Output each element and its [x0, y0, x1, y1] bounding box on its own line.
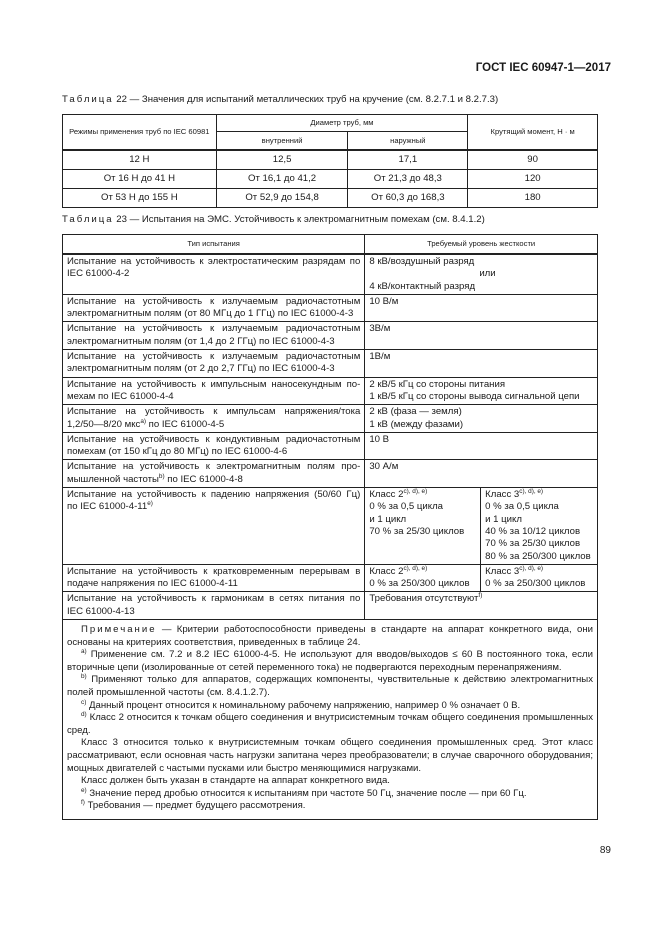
table23-caption [62, 214, 485, 225]
table-row [63, 488, 598, 565]
level-line: 1 кВ/5 кГц со стороны вывода сигнальной цепи [369, 390, 580, 402]
footnote-a [67, 649, 593, 674]
table-row [63, 150, 598, 170]
test-text: 1,2/50—8/20 мкс [67, 418, 141, 430]
table23-level-cell [365, 377, 598, 405]
class-title [485, 566, 593, 578]
table23-note [63, 620, 598, 820]
table23-class2-cell [365, 564, 481, 592]
table22-caption-label: Таблица [62, 94, 114, 105]
class-label: Класс 3 [485, 565, 520, 577]
test-text: по IEC 61000-4-11 [67, 501, 148, 513]
table-row [63, 170, 598, 189]
table23-header-level: Требуемый уровень жесткости [365, 235, 598, 255]
level-line: 40 % за 10/12 циклов [485, 525, 581, 537]
table-note-row [63, 620, 598, 820]
table-row [63, 350, 598, 378]
table23-level-cell: 10 В [365, 432, 598, 460]
level-line: 2 кВ/5 кГц со стороны питания [369, 378, 506, 390]
level-line: 8 кВ/воздушный разряд [369, 256, 475, 267]
table-23 [62, 234, 598, 820]
table-row [63, 294, 598, 322]
footnote-ref: c), d), e) [519, 564, 544, 572]
footnote-ref: c), d), e) [519, 488, 544, 496]
table23-caption-text: — Испытания на ЭМС. Устойчивость к электромагнитным помехам (см. 8.4.1.2) [129, 214, 485, 225]
level-line: 2 кВ (фаза — земля) [369, 406, 462, 418]
footnote-f [67, 800, 593, 813]
note-intro [67, 624, 593, 649]
table-row [63, 460, 598, 488]
table23-test-cell [63, 254, 365, 294]
table23-level-cell [365, 254, 598, 294]
table22-cell-mode: 12 Н [63, 150, 217, 170]
note-class-std: Класс должен быть указан в стандарте на аппарат конкретного вида. [81, 775, 390, 787]
table22-header-diameter: Диаметр труб, мм [216, 115, 468, 132]
test-line: Испытание на устойчивость к электромагнитным полям про- [67, 461, 361, 473]
level-line: и 1 цикл [369, 513, 407, 525]
table-row [63, 564, 598, 592]
table23-class3-cell [481, 488, 598, 565]
table22-cell-outer: От 60,3 до 168,3 [348, 189, 468, 208]
table23-test-cell [63, 322, 365, 350]
footnote-ref: b) [158, 472, 165, 480]
class-title [485, 489, 593, 501]
test-line: мехам по IEC 61000-4-4 [67, 390, 174, 402]
table-row [63, 254, 598, 294]
table23-level-cell [365, 592, 598, 620]
test-line: Испытание на устойчивость к падению напряжения (50/60 Гц) [67, 489, 361, 501]
level-line: 1 кВ (между фазами) [369, 418, 464, 430]
table22-cell-torque: 90 [468, 150, 598, 170]
level-line: и 1 цикл [485, 513, 522, 525]
test-text: мышленной частоты [67, 473, 159, 485]
table-22 [62, 114, 598, 208]
page-number: 89 [599, 845, 611, 856]
table23-test-cell [63, 350, 365, 378]
class-label: Класс 3 [485, 489, 520, 501]
level-line: 0 % за 0,5 цикла [485, 501, 559, 513]
table22-cell-mode: От 16 Н до 41 Н [63, 170, 217, 189]
footnote-ref: c), d), e) [403, 488, 428, 496]
test-line [67, 419, 360, 431]
test-line: Испытание на устойчивость к излучаемым радиочастотным [67, 295, 361, 307]
table23-caption-num: 23 [116, 214, 127, 225]
table22-caption-text: — Значения для испытаний металлических труб на кручение (см. 8.2.7.1 и 8.2.7.3) [129, 94, 499, 105]
level-text: Требования отсутствуют [369, 593, 479, 605]
test-line [67, 501, 360, 513]
note-class3: Класс 3 относится только к внутрисистемным точкам общего соединения промышленных сред. Этот класс рассматривают, если основная часть нагрузки запитана через преобразователи; в случае сварочного оборудования; мощных двигателей с частыми пусками или быстро меняющимися нагрузками. [67, 737, 593, 774]
table22-header-inner: внутренний [216, 132, 348, 150]
table23-header-test: Тип испытания [63, 235, 365, 255]
table23-level-cell: 1В/м [365, 350, 598, 378]
footnote-mark: b) [81, 673, 87, 681]
test-line: подаче напряжения по IEC 61000-4-11 [67, 578, 238, 590]
test-text: по IEC 61000-4-8 [164, 473, 243, 485]
footnote-text: Значение перед дробью относится к испытаниям при частоте 50 Гц, значение после — при 60 Гц. [86, 787, 527, 799]
footnote-ref: a) [140, 417, 146, 425]
table22-header-torque: Крутящий момент, Н · м [468, 115, 598, 151]
test-line: электромагнитным полям (от 2 до 2,7 ГГц) по IEC 61000-4-3 [67, 363, 335, 375]
level-line: 0 % за 250/300 циклов [485, 578, 586, 590]
footnote-e [67, 788, 593, 801]
test-line: Испытание на устойчивость к импульсам напряжения/тока [67, 406, 361, 418]
level-line: 0 % за 250/300 циклов [369, 578, 470, 590]
test-line: Испытание на устойчивость к электростатическим разрядам по [67, 256, 361, 267]
table22-cell-inner: От 16,1 до 41,2 [216, 170, 348, 189]
level-line: 70 % за 25/30 циклов [485, 538, 581, 550]
table23-test-cell [63, 460, 365, 488]
table22-caption-num: 22 [116, 94, 127, 105]
footnote-text: Применение см. 7.2 и 8.2 IEC 61000-4-5. Не используют для вводов/выходов ≤ 60 В постоянного тока, если вторичные цепи (изолированные от сетей переменного тока) не подвергаются переходным перенапряжениям. [67, 649, 593, 673]
test-line: электромагнитным полям (от 1,4 до 2 ГГц) по IEC 61000-4-3 [67, 335, 335, 347]
table22-cell-inner: 12,5 [216, 150, 348, 170]
table23-test-cell [63, 405, 365, 433]
note-text: — Критерии работоспособности приведены в стандарте на аппарат конкретного вида, они основаны на критериях соответствия, приведенных в таблице 24. [67, 624, 593, 648]
test-line: электромагнитным полям (от 80 МГц до 1 ГГц) по IEC 61000-4-3 [67, 308, 354, 320]
level-line: или [479, 268, 496, 280]
footnote-ref: f) [478, 592, 483, 600]
footnote-ref: e) [147, 500, 153, 508]
test-line: IEC 61000-4-2 [67, 268, 130, 280]
table22-cell-torque: 120 [468, 170, 598, 189]
table23-level-cell: 30 А/м [365, 460, 598, 488]
standard-header: ГОСТ IEC 60947-1—2017 [475, 62, 611, 74]
footnote-text: Требования — предмет будущего рассмотрения. [84, 800, 306, 812]
table22-caption [62, 94, 498, 105]
footnote-mark: e) [81, 786, 87, 794]
table22-cell-inner: От 52,9 до 154,8 [216, 189, 348, 208]
table23-test-cell [63, 564, 365, 592]
footnote-ref: c), d), e) [403, 564, 428, 572]
test-line: Испытание на устойчивость к импульсным наносекундным по- [67, 378, 361, 390]
test-line: Испытание на устойчивость к излучаемым радиочастотным [67, 351, 361, 363]
table23-class3-cell [481, 564, 598, 592]
table23-level-cell: 3В/м [365, 322, 598, 350]
class-label: Класс 2 [369, 489, 404, 501]
footnote-d [67, 712, 593, 737]
test-line: помехам (от 150 кГц до 80 МГц) по IEC 61000-4-6 [67, 446, 288, 458]
table23-test-cell [63, 592, 365, 620]
table23-class2-cell [365, 488, 481, 565]
footnote-text: Данный процент относится к номинальному рабочему напряжению, например 0 % означает 0 В. [86, 699, 521, 711]
test-line [67, 474, 360, 486]
table23-level-cell [365, 405, 598, 433]
test-line: Испытание на устойчивость к кратковременным перерывам в [67, 565, 361, 577]
footnote-mark: c) [81, 698, 87, 706]
table22-header-outer: наружный [348, 132, 468, 150]
footnote-text: Применяют только для аппаратов, содержащих компоненты, чувствительные к действию электромагнитных полей промышленной частоты (см. 8.4.1.2.7). [67, 674, 593, 698]
table-row [63, 322, 598, 350]
level-line: 80 % за 250/300 циклов [485, 550, 591, 562]
table-row [63, 189, 598, 208]
level-line: 4 кВ/контактный разряд [369, 280, 476, 292]
table23-test-cell [63, 377, 365, 405]
test-text: по IEC 61000-4-5 [146, 418, 225, 430]
class-title [369, 566, 476, 578]
table-row [63, 592, 598, 620]
footnote-mark: f) [81, 799, 85, 807]
class-title [369, 489, 476, 501]
table23-test-cell [63, 432, 365, 460]
footnote-b [67, 674, 593, 699]
test-line: Испытание на устойчивость к гармоникам в сетях питания по [67, 593, 361, 605]
table23-caption-label: Таблица [62, 214, 114, 225]
table-row [63, 377, 598, 405]
table-row [63, 405, 598, 433]
note-label: Примечание [81, 624, 157, 636]
test-line: IEC 61000-4-13 [67, 605, 135, 617]
footnote-mark: d) [81, 711, 87, 719]
table22-header-mode: Режимы применения труб по IEC 60981 [63, 115, 217, 151]
table23-test-cell [63, 488, 365, 565]
test-line: Испытание на устойчивость к излучаемым радиочастотным [67, 323, 361, 335]
table-row [63, 432, 598, 460]
table22-cell-torque: 180 [468, 189, 598, 208]
footnote-c [67, 700, 593, 713]
table23-test-cell [63, 294, 365, 322]
table23-level-cell: 10 В/м [365, 294, 598, 322]
level-line: 70 % за 25/30 циклов [369, 525, 465, 537]
level-line: 0 % за 0,5 цикла [369, 501, 444, 513]
table22-cell-mode: От 53 Н до 155 Н [63, 189, 217, 208]
footnote-text: Класс 2 относится к точкам общего соединения и внутрисистемным точкам общего соединения промышленных сред. [67, 712, 593, 736]
table22-cell-outer: 17,1 [348, 150, 468, 170]
footnote-mark: a) [81, 648, 87, 656]
table22-cell-outer: От 21,3 до 48,3 [348, 170, 468, 189]
test-line: Испытание на устойчивость к кондуктивным радиочастотным [67, 433, 361, 445]
class-label: Класс 2 [369, 565, 404, 577]
